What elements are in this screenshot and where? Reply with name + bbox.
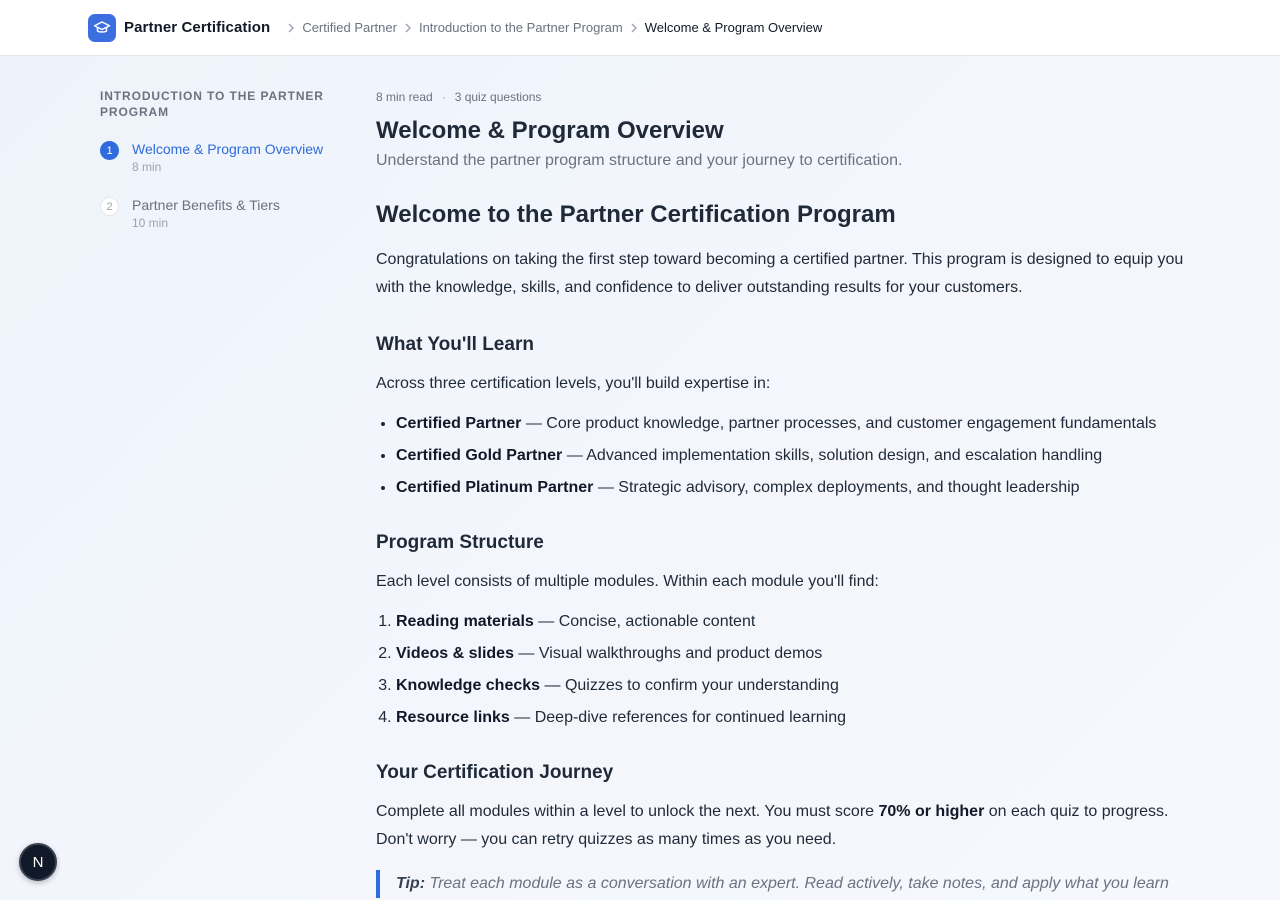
journey-text-start: Complete all modules within a level to unlock the next. You must score: [376, 803, 879, 820]
breadcrumb-item-level[interactable]: Certified Partner: [302, 20, 397, 35]
section-heading-journey: Your Certification Journey: [376, 762, 614, 783]
levels-list: [376, 412, 1196, 500]
level-desc: — Core product knowledge, partner processes, and customer engagement fundamentals: [521, 415, 1157, 432]
list-item: [396, 642, 1196, 666]
section-heading-learn: What You'll Learn: [376, 334, 534, 355]
chevron-right-icon: [623, 23, 645, 33]
article-heading: Welcome to the Partner Certification Program: [376, 201, 896, 228]
graduation-cap-icon: [88, 14, 116, 42]
item-desc: — Deep-dive references for continued learning: [509, 709, 847, 726]
module-contents-list: [376, 610, 1196, 730]
dev-tools-button[interactable]: N: [19, 843, 57, 881]
list-item: [396, 610, 1196, 634]
list-item: [396, 706, 1196, 730]
read-time: 8 min read: [376, 90, 433, 104]
tip-text: Treat each module as a conversation with an expert. Read actively, take notes, and apply what you learn: [425, 875, 1169, 892]
lesson-title: Welcome & Program Overview: [132, 141, 324, 157]
item-desc: — Concise, actionable content: [533, 613, 756, 630]
journey-text-end: on each quiz to progress. Don't worry — you can retry quizzes as many times as you need.: [376, 803, 1169, 848]
lesson-number-badge: 2: [100, 197, 119, 216]
lesson-title: Partner Benefits & Tiers: [132, 197, 280, 213]
sidebar-module-heading: INTRODUCTION TO THE PARTNER PROGRAM: [100, 89, 324, 119]
level-name: Certified Gold Partner: [396, 447, 563, 464]
breadcrumb: [280, 20, 822, 35]
item-desc: — Visual walkthroughs and product demos: [513, 645, 823, 662]
item-name: Videos & slides: [396, 645, 514, 662]
level-desc: — Advanced implementation skills, solution design, and escalation handling: [562, 447, 1103, 464]
list-item: [396, 412, 1196, 436]
list-item: [396, 444, 1196, 468]
item-name: Reading materials: [396, 613, 534, 630]
lesson-duration: 8 min: [132, 160, 162, 174]
brand-name: Partner Certification: [124, 19, 271, 36]
module-sidebar: [100, 88, 340, 230]
item-name: Knowledge checks: [396, 677, 541, 694]
page-title: Welcome & Program Overview: [376, 117, 724, 144]
lesson-number-badge: 1: [100, 141, 119, 160]
sidebar-lesson-benefits[interactable]: [100, 196, 340, 230]
chevron-right-icon: [397, 23, 419, 33]
section-heading-structure: Program Structure: [376, 532, 544, 553]
list-item: [396, 476, 1196, 500]
page-subtitle: Understand the partner program structure and your journey to certification.: [376, 152, 903, 169]
breadcrumb-item-module[interactable]: Introduction to the Partner Program: [418, 20, 623, 35]
level-desc: — Strategic advisory, complex deployments, and thought leadership: [593, 479, 1080, 496]
tip-callout: [376, 870, 1196, 898]
lesson-meta: [376, 88, 1196, 106]
meta-separator: ·: [441, 90, 446, 104]
intro-paragraph: Congratulations on taking the first step toward becoming a certified partner. This program is designed to equip you with the knowledge, skills, and confidence to deliver outstanding results for your customers.: [376, 251, 1184, 296]
item-name: Resource links: [396, 709, 510, 726]
journey-paragraph: [376, 798, 1196, 854]
sidebar-lesson-welcome[interactable]: [100, 140, 340, 174]
structure-intro: Each level consists of multiple modules. Within each module you'll find:: [376, 573, 879, 590]
quiz-count: 3 quiz questions: [454, 90, 542, 104]
top-bar: [0, 0, 1280, 56]
breadcrumb-item-current: Welcome & Program Overview: [644, 20, 823, 35]
chevron-right-icon: [280, 23, 302, 33]
tip-label: Tip:: [396, 875, 426, 892]
item-desc: — Quizzes to confirm your understanding: [540, 677, 839, 694]
brand[interactable]: [88, 14, 270, 42]
lesson-content: [376, 88, 1196, 898]
learn-intro: Across three certification levels, you'll build expertise in:: [376, 375, 771, 392]
passing-score: 70% or higher: [878, 803, 985, 820]
level-name: Certified Partner: [396, 415, 522, 432]
list-item: [396, 674, 1196, 698]
level-name: Certified Platinum Partner: [396, 479, 594, 496]
lesson-duration: 10 min: [132, 216, 169, 230]
